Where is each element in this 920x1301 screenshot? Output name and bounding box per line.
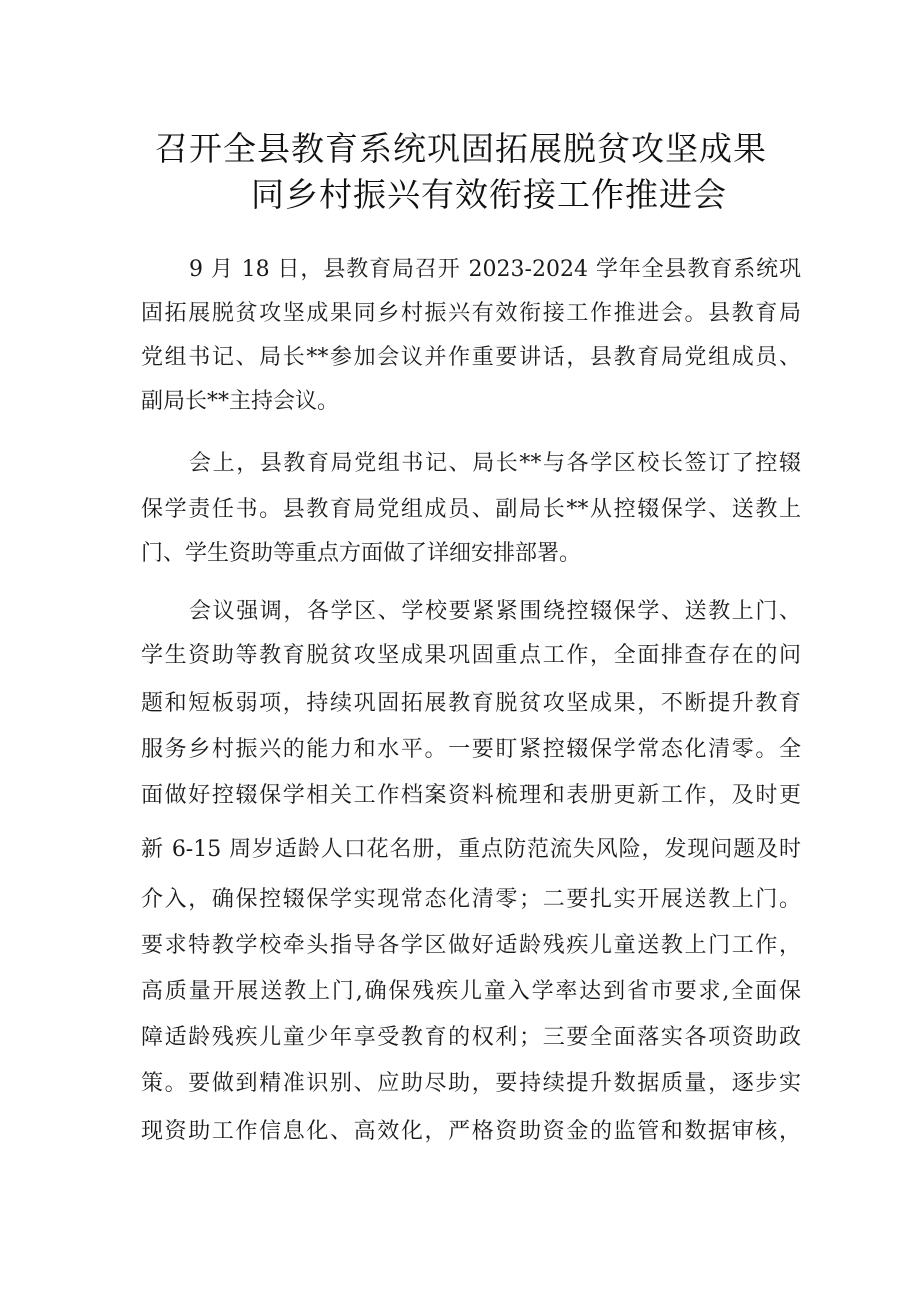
- paragraph-3-line-12: 现资助工作信息化、高效化，严格资助资金的监管和数据审核，: [141, 1119, 801, 1144]
- paragraph-3-line-7: 介入，确保控辍保学实现常态化清零；二要扎实开展送教上门。: [141, 887, 801, 912]
- paragraph-3-line-11: 策。要做到精准识别、应助尽助，要持续提升数据质量，逐步实: [141, 1071, 801, 1096]
- paragraph-3-line-5: 面做好控辍保学相关工作档案资料梳理和表册更新工作，及时更: [141, 783, 801, 808]
- document-title-line-1: 召开全县教育系统巩固拓展脱贫攻坚成果: [155, 129, 767, 168]
- paragraph-2-line-1: 会上，县教育局党组书记、局长**与各学区校长签订了控辍: [189, 451, 801, 476]
- paragraph-1-line-4: 副局长**主持会议。: [141, 389, 340, 414]
- paragraph-2-line-2: 保学责任书。县教育局党组成员、副局长**从控辍保学、送教上: [141, 497, 801, 522]
- paragraph-1-line-2: 固拓展脱贫攻坚成果同乡村振兴有效衔接工作推进会。县教育局: [141, 301, 801, 326]
- paragraph-3-line-4: 服务乡村振兴的能力和水平。一要盯紧控辍保学常态化清零。全: [141, 737, 801, 762]
- paragraph-3-line-10: 障适龄残疾儿童少年享受教育的权利；三要全面落实各项资助政: [141, 1025, 801, 1050]
- paragraph-1-line-3: 党组书记、局长**参加会议并作重要讲话，县教育局党组成员、: [141, 345, 801, 370]
- paragraph-2-line-3: 门、学生资助等重点方面做了详细安排部署。: [141, 541, 582, 566]
- document-title-line-2: 同乡村振兴有效衔接工作推进会: [251, 175, 727, 214]
- paragraph-1-line-1: 9 月 18 日，县教育局召开 2023-2024 学年全县教育系统巩: [189, 257, 801, 282]
- paragraph-3-line-3: 题和短板弱项，持续巩固拓展教育脱贫攻坚成果，不断提升教育: [141, 691, 801, 716]
- paragraph-3-line-1: 会议强调，各学区、学校要紧紧围绕控辍保学、送教上门、: [189, 599, 801, 624]
- paragraph-3-line-8: 要求特教学校牵头指导各学区做好适龄残疾儿童送教上门工作，: [141, 933, 801, 958]
- paragraph-3-line-2: 学生资助等教育脱贫攻坚成果巩固重点工作，全面排查存在的问: [141, 643, 801, 668]
- paragraph-3-line-9: 高质量开展送教上门,确保残疾儿童入学率达到省市要求,全面保: [141, 979, 801, 1004]
- paragraph-3-line-6: 新 6-15 周岁适龄人口花名册，重点防范流失风险，发现问题及时: [141, 837, 801, 862]
